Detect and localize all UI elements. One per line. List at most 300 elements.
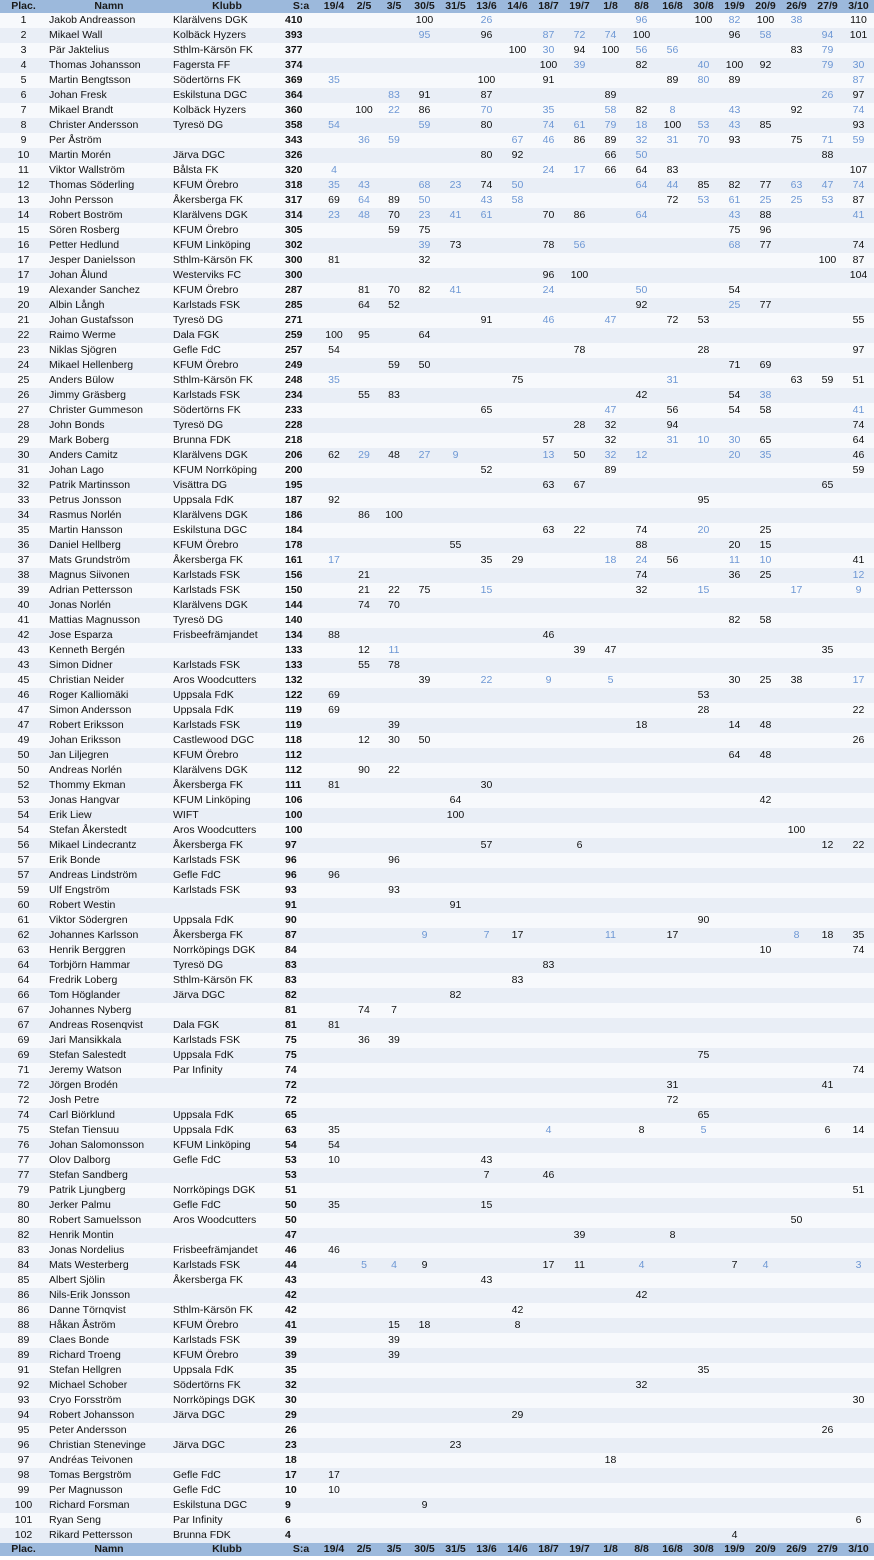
score-cell <box>319 148 349 163</box>
score-cell <box>750 358 781 373</box>
score-cell <box>688 868 719 883</box>
col-footer-date[interactable]: 3/10 <box>843 1543 874 1556</box>
score-cell <box>379 1198 409 1213</box>
score-cell <box>750 1213 781 1228</box>
total-score: 91 <box>283 898 319 913</box>
score-cell <box>349 298 379 313</box>
score-cell <box>440 148 471 163</box>
score-cell <box>781 88 812 103</box>
score-cell <box>626 358 657 373</box>
score-cell <box>564 1003 595 1018</box>
score-cell <box>409 1498 440 1513</box>
col-footer-club[interactable]: Klubb <box>171 1543 283 1556</box>
score-cell <box>533 1093 564 1108</box>
col-footer-total[interactable]: S:a <box>283 1543 319 1556</box>
score-cell <box>781 178 812 193</box>
score-cell <box>595 1258 626 1273</box>
col-header-date[interactable]: 20/9 <box>750 0 781 13</box>
counted-score: 9 <box>421 1259 428 1271</box>
club-name: Fagersta FF <box>171 58 283 73</box>
score-cell <box>688 448 719 463</box>
counted-score: 32 <box>635 584 648 596</box>
score-cell <box>626 673 657 688</box>
score-cell <box>502 223 533 238</box>
place-cell: 89 <box>0 1348 47 1363</box>
player-name: Robert Samuelsson <box>47 1213 171 1228</box>
score-cell <box>719 43 750 58</box>
score-cell <box>533 838 564 853</box>
score-cell <box>533 1048 564 1063</box>
col-header-date[interactable]: 19/9 <box>719 0 750 13</box>
table-row <box>0 748 874 763</box>
score-cell <box>750 778 781 793</box>
score-cell <box>379 508 409 523</box>
score-cell <box>812 1453 843 1468</box>
score-cell <box>750 418 781 433</box>
table-row <box>0 943 874 958</box>
player-name: Jerker Palmu <box>47 1198 171 1213</box>
score-cell <box>750 163 781 178</box>
dropped-score: 35 <box>542 104 555 116</box>
col-footer-date[interactable]: 20/9 <box>750 1543 781 1556</box>
col-header-place[interactable]: Plac. <box>0 0 47 13</box>
score-cell <box>719 358 750 373</box>
counted-score: 81 <box>328 779 340 791</box>
score-cell <box>657 1258 688 1273</box>
score-cell <box>349 1168 379 1183</box>
score-cell <box>440 1288 471 1303</box>
dropped-score: 25 <box>759 194 772 206</box>
score-cell <box>564 628 595 643</box>
total-score: 100 <box>283 808 319 823</box>
score-cell <box>349 1228 379 1243</box>
score-cell <box>595 388 626 403</box>
score-cell <box>533 913 564 928</box>
player-name: Ryan Seng <box>47 1513 171 1528</box>
score-cell <box>409 448 440 463</box>
score-cell <box>688 1138 719 1153</box>
score-cell <box>502 1273 533 1288</box>
score-cell <box>626 853 657 868</box>
score-cell <box>471 553 502 568</box>
dropped-score: 47 <box>604 404 617 416</box>
score-cell <box>349 913 379 928</box>
col-header-date[interactable]: 2/5 <box>349 0 379 13</box>
score-cell <box>719 703 750 718</box>
player-name: Carl Biörklund <box>47 1108 171 1123</box>
score-cell <box>533 1528 564 1543</box>
col-header-date[interactable]: 19/4 <box>319 0 349 13</box>
club-name: Tyresö DG <box>171 118 283 133</box>
score-cell <box>564 733 595 748</box>
score-cell <box>533 793 564 808</box>
score-cell <box>750 238 781 253</box>
score-cell <box>349 1498 379 1513</box>
place-cell: 92 <box>0 1378 47 1393</box>
counted-score: 100 <box>325 329 343 341</box>
score-cell <box>781 1348 812 1363</box>
score-cell <box>502 823 533 838</box>
header-row <box>0 0 874 13</box>
score-cell <box>379 1033 409 1048</box>
club-name: Klarälvens DGK <box>171 208 283 223</box>
score-cell <box>349 343 379 358</box>
col-header-date[interactable]: 8/8 <box>626 0 657 13</box>
counted-score: 39 <box>573 1229 586 1241</box>
score-cell <box>409 1138 440 1153</box>
counted-score: 75 <box>511 374 524 386</box>
score-cell <box>843 223 874 238</box>
dropped-score: 5 <box>700 1124 707 1136</box>
counted-score: 94 <box>666 419 679 431</box>
score-cell <box>533 613 564 628</box>
score-cell <box>533 703 564 718</box>
counted-score: 69 <box>328 194 340 206</box>
score-cell <box>440 13 471 28</box>
col-header-date[interactable]: 27/9 <box>812 0 843 13</box>
score-cell <box>781 253 812 268</box>
score-cell <box>409 1303 440 1318</box>
total-score: 364 <box>283 88 319 103</box>
score-cell <box>688 463 719 478</box>
dropped-score: 18 <box>635 119 648 131</box>
score-cell <box>471 508 502 523</box>
score-cell <box>719 283 750 298</box>
score-cell <box>319 403 349 418</box>
total-score: 234 <box>283 388 319 403</box>
counted-score: 75 <box>418 584 431 596</box>
counted-score: 32 <box>635 1379 648 1391</box>
score-cell <box>595 178 626 193</box>
score-cell <box>319 1258 349 1273</box>
score-cell <box>843 478 874 493</box>
counted-score: 88 <box>328 629 340 641</box>
club-name: Eskilstuna DGC <box>171 88 283 103</box>
score-cell <box>533 1318 564 1333</box>
score-cell <box>533 1288 564 1303</box>
counted-score: 89 <box>666 74 679 86</box>
col-header-name[interactable]: Namn <box>47 0 171 13</box>
counted-score: 91 <box>542 74 555 86</box>
score-cell <box>409 943 440 958</box>
score-cell <box>502 1093 533 1108</box>
total-score: 82 <box>283 988 319 1003</box>
score-cell <box>440 343 471 358</box>
score-cell <box>843 913 874 928</box>
score-cell <box>379 973 409 988</box>
score-cell <box>626 1378 657 1393</box>
score-cell <box>502 208 533 223</box>
col-footer-date[interactable]: 18/7 <box>533 1543 564 1556</box>
club-name: Sthlm-Kärsön FK <box>171 253 283 268</box>
counted-score: 72 <box>666 314 679 326</box>
score-cell <box>657 613 688 628</box>
score-cell <box>781 208 812 223</box>
table-row <box>0 1303 874 1318</box>
score-cell <box>750 898 781 913</box>
dropped-score: 56 <box>573 239 586 251</box>
club-name: Åkersberga FK <box>171 928 283 943</box>
table-row <box>0 793 874 808</box>
score-cell <box>843 1513 874 1528</box>
club-name: Frisbeefrämjandet <box>171 1243 283 1258</box>
score-cell <box>843 748 874 763</box>
score-cell <box>781 478 812 493</box>
score-cell <box>440 253 471 268</box>
score-cell <box>595 973 626 988</box>
col-header-date[interactable]: 31/5 <box>440 0 471 13</box>
score-cell <box>471 358 502 373</box>
score-cell <box>409 1378 440 1393</box>
score-cell <box>812 973 843 988</box>
col-footer-date[interactable]: 1/8 <box>595 1543 626 1556</box>
score-cell <box>409 343 440 358</box>
score-cell <box>379 1453 409 1468</box>
col-header-date[interactable]: 19/7 <box>564 0 595 13</box>
col-header-date[interactable]: 26/9 <box>781 0 812 13</box>
club-name: Karlstads FSK <box>171 1033 283 1048</box>
table-row <box>0 1453 874 1468</box>
counted-score: 12 <box>358 734 370 746</box>
col-footer-date[interactable]: 3/5 <box>379 1543 409 1556</box>
score-cell <box>719 1123 750 1138</box>
table-row <box>0 1003 874 1018</box>
table-row <box>0 673 874 688</box>
score-cell <box>319 73 349 88</box>
place-cell: 98 <box>0 1468 47 1483</box>
score-cell <box>595 733 626 748</box>
counted-score: 92 <box>511 149 524 161</box>
col-header-date[interactable]: 1/8 <box>595 0 626 13</box>
score-cell <box>440 448 471 463</box>
score-cell <box>471 373 502 388</box>
score-cell <box>349 178 379 193</box>
score-cell <box>349 1258 379 1273</box>
score-cell <box>626 538 657 553</box>
counted-score: 91 <box>449 899 462 911</box>
score-cell <box>409 823 440 838</box>
score-cell <box>595 1453 626 1468</box>
score-cell <box>812 853 843 868</box>
score-cell <box>564 1483 595 1498</box>
score-cell <box>657 943 688 958</box>
score-cell <box>750 13 781 28</box>
col-footer-date[interactable]: 13/6 <box>471 1543 502 1556</box>
score-cell <box>750 1273 781 1288</box>
col-header-club[interactable]: Klubb <box>171 0 283 13</box>
score-cell <box>319 763 349 778</box>
score-cell <box>626 1393 657 1408</box>
score-cell <box>595 1528 626 1543</box>
score-cell <box>843 898 874 913</box>
score-cell <box>843 388 874 403</box>
dropped-score: 35 <box>328 179 340 191</box>
score-cell <box>781 148 812 163</box>
score-cell <box>349 838 379 853</box>
counted-score: 55 <box>852 314 865 326</box>
table-row <box>0 1273 874 1288</box>
score-cell <box>379 988 409 1003</box>
score-cell <box>626 1078 657 1093</box>
total-score: 300 <box>283 253 319 268</box>
score-cell <box>440 688 471 703</box>
col-header-total[interactable]: S:a <box>283 0 319 13</box>
col-header-date[interactable]: 18/7 <box>533 0 564 13</box>
score-cell <box>471 163 502 178</box>
score-cell <box>564 1153 595 1168</box>
club-name: KFUM Örebro <box>171 178 283 193</box>
table-row <box>0 1468 874 1483</box>
col-footer-date[interactable]: 31/5 <box>440 1543 471 1556</box>
col-header-date[interactable]: 14/6 <box>502 0 533 13</box>
score-cell <box>502 613 533 628</box>
score-cell <box>533 223 564 238</box>
col-footer-date[interactable]: 2/5 <box>349 1543 379 1556</box>
score-cell <box>657 28 688 43</box>
col-footer-date[interactable]: 14/6 <box>502 1543 533 1556</box>
score-cell <box>626 208 657 223</box>
score-cell <box>471 238 502 253</box>
score-cell <box>471 88 502 103</box>
footer-header-row <box>0 1543 874 1556</box>
counted-score: 75 <box>697 1049 710 1061</box>
score-cell <box>440 898 471 913</box>
col-header-date[interactable]: 16/8 <box>657 0 688 13</box>
score-cell <box>502 973 533 988</box>
score-cell <box>502 1033 533 1048</box>
player-name: Albert Sjölin <box>47 1273 171 1288</box>
score-cell <box>812 1408 843 1423</box>
score-cell <box>657 1273 688 1288</box>
dropped-score: 24 <box>542 284 555 296</box>
score-cell <box>657 418 688 433</box>
counted-score: 66 <box>604 149 617 161</box>
place-cell: 95 <box>0 1423 47 1438</box>
score-cell <box>750 883 781 898</box>
score-cell <box>626 1423 657 1438</box>
score-cell <box>440 748 471 763</box>
col-header-date[interactable]: 3/5 <box>379 0 409 13</box>
dropped-score: 11 <box>729 554 740 566</box>
club-name: Dala FGK <box>171 328 283 343</box>
score-cell <box>471 1453 502 1468</box>
counted-score: 30 <box>852 1394 865 1406</box>
score-cell <box>626 1408 657 1423</box>
score-cell <box>564 1498 595 1513</box>
col-footer-date[interactable]: 30/8 <box>688 1543 719 1556</box>
score-cell <box>812 913 843 928</box>
total-score: 51 <box>283 1183 319 1198</box>
score-cell <box>349 703 379 718</box>
col-header-date[interactable]: 30/5 <box>409 0 440 13</box>
score-cell <box>349 88 379 103</box>
col-header-date[interactable]: 3/10 <box>843 0 874 13</box>
score-cell <box>349 658 379 673</box>
col-footer-date[interactable]: 8/8 <box>626 1543 657 1556</box>
dropped-score: 4 <box>391 1259 397 1271</box>
total-score: 106 <box>283 793 319 808</box>
club-name: Brunna FDK <box>171 433 283 448</box>
player-name: Tom Höglander <box>47 988 171 1003</box>
score-cell <box>843 208 874 223</box>
col-footer-date[interactable]: 19/9 <box>719 1543 750 1556</box>
dropped-score: 27 <box>418 449 431 461</box>
score-cell <box>812 838 843 853</box>
place-cell: 6 <box>0 88 47 103</box>
col-footer-date[interactable]: 27/9 <box>812 1543 843 1556</box>
col-footer-date[interactable]: 26/9 <box>781 1543 812 1556</box>
counted-score: 35 <box>852 929 865 941</box>
col-footer-date[interactable]: 19/7 <box>564 1543 595 1556</box>
col-footer-date[interactable]: 16/8 <box>657 1543 688 1556</box>
score-cell <box>626 703 657 718</box>
score-cell <box>657 1018 688 1033</box>
col-footer-date[interactable]: 19/4 <box>319 1543 349 1556</box>
score-cell <box>471 718 502 733</box>
score-cell <box>781 838 812 853</box>
score-cell <box>812 1423 843 1438</box>
counted-score: 54 <box>728 389 741 401</box>
counted-score: 85 <box>697 179 710 191</box>
score-cell <box>349 1273 379 1288</box>
player-name: Mats Westerberg <box>47 1258 171 1273</box>
score-cell <box>781 853 812 868</box>
score-cell <box>379 1138 409 1153</box>
col-footer-name[interactable]: Namn <box>47 1543 171 1556</box>
col-footer-date[interactable]: 30/5 <box>409 1543 440 1556</box>
score-cell <box>409 538 440 553</box>
score-cell <box>319 358 349 373</box>
score-cell <box>657 13 688 28</box>
counted-score: 39 <box>388 1334 400 1346</box>
score-cell <box>657 313 688 328</box>
score-cell <box>533 1453 564 1468</box>
score-cell <box>750 718 781 733</box>
dropped-score: 59 <box>388 134 400 146</box>
score-cell <box>564 1033 595 1048</box>
score-cell <box>440 733 471 748</box>
col-header-date[interactable]: 13/6 <box>471 0 502 13</box>
score-cell <box>409 88 440 103</box>
col-footer-place[interactable]: Plac. <box>0 1543 47 1556</box>
score-cell <box>502 1198 533 1213</box>
place-cell: 27 <box>0 403 47 418</box>
score-cell <box>471 1348 502 1363</box>
score-cell <box>440 1483 471 1498</box>
col-header-date[interactable]: 30/8 <box>688 0 719 13</box>
dropped-score: 26 <box>821 89 834 101</box>
counted-score: 12 <box>821 839 834 851</box>
score-cell <box>349 73 379 88</box>
score-cell <box>688 73 719 88</box>
score-cell <box>502 538 533 553</box>
counted-score: 59 <box>852 464 865 476</box>
score-cell <box>409 568 440 583</box>
score-cell <box>719 478 750 493</box>
score-cell <box>781 868 812 883</box>
counted-score: 100 <box>539 59 558 71</box>
score-cell <box>564 1453 595 1468</box>
counted-score: 74 <box>358 599 370 611</box>
dropped-score: 87 <box>852 74 865 86</box>
score-cell <box>564 1048 595 1063</box>
score-cell <box>595 523 626 538</box>
score-cell <box>564 1228 595 1243</box>
score-cell <box>471 1333 502 1348</box>
score-cell <box>750 973 781 988</box>
score-cell <box>781 1138 812 1153</box>
table-row <box>0 538 874 553</box>
